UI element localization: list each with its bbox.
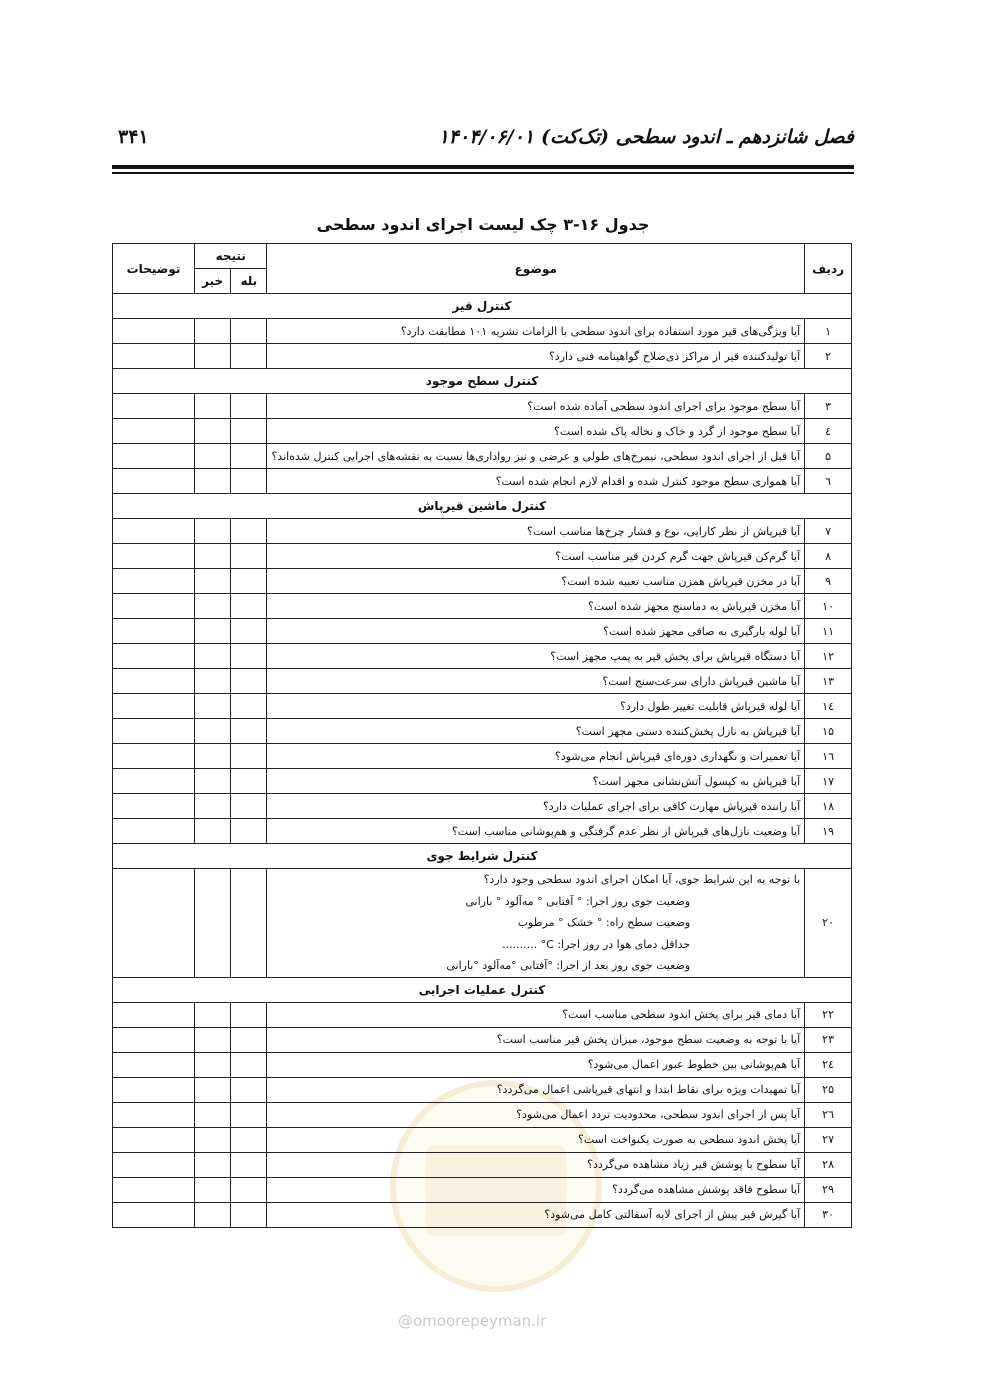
answer-cell-kheir[interactable]	[195, 569, 231, 594]
table-row	[113, 669, 852, 694]
answer-cell-tozih[interactable]	[113, 1177, 195, 1202]
answer-cell-tozih[interactable]	[113, 594, 195, 619]
answer-cell-tozih[interactable]	[113, 1202, 195, 1227]
answer-cell-kheir[interactable]	[195, 869, 231, 978]
answer-cell-bale[interactable]	[231, 869, 267, 978]
weather-line3: حداقل دمای هوا در روز اجرا: C° ..........	[502, 937, 691, 951]
row-number: ٢٤	[805, 1052, 852, 1077]
answer-cell-bale[interactable]	[231, 1152, 267, 1177]
answer-cell-tozih[interactable]	[113, 619, 195, 644]
answer-cell-kheir[interactable]	[195, 794, 231, 819]
answer-cell-bale[interactable]	[231, 469, 267, 494]
answer-cell-tozih[interactable]	[113, 519, 195, 544]
answer-cell-tozih[interactable]	[113, 869, 195, 978]
row-question: آیا قیرپاش به نازل پخش‌کننده دستی مجهز است؟	[267, 719, 805, 744]
row-question: آیا با توجه به وضعیت سطح موجود، میزان پخش قیر مناسب است؟	[267, 1027, 805, 1052]
row-number: ٢٦	[805, 1102, 852, 1127]
answer-cell-kheir[interactable]	[195, 1052, 231, 1077]
header-mozu: موضوع	[267, 244, 805, 294]
header-radif: ردیف	[805, 244, 852, 294]
answer-cell-tozih[interactable]	[113, 1052, 195, 1077]
header-bale: بله	[231, 269, 267, 294]
checklist-body	[113, 294, 852, 1228]
row-question: آیا راننده قیرپاش مهارت کافی برای اجرای عملیات دارد؟	[267, 794, 805, 819]
header-natije: نتیجه	[195, 244, 267, 269]
row-question: آیا دستگاه قیرپاش برای پخش قیر به پمپ مجهز است؟	[267, 644, 805, 669]
answer-cell-bale[interactable]	[231, 644, 267, 669]
answer-cell-kheir[interactable]	[195, 619, 231, 644]
answer-cell-bale[interactable]	[231, 669, 267, 694]
row-number: ۸	[805, 544, 852, 569]
section-title: کنترل عملیات اجرایی	[113, 977, 852, 1002]
table-row	[113, 1127, 852, 1152]
answer-cell-bale[interactable]	[231, 719, 267, 744]
section-row	[113, 494, 852, 519]
answer-cell-bale[interactable]	[231, 594, 267, 619]
answer-cell-kheir[interactable]	[195, 394, 231, 419]
row-number: ۲۳	[805, 1027, 852, 1052]
answer-cell-kheir[interactable]	[195, 1077, 231, 1102]
answer-cell-kheir[interactable]	[195, 719, 231, 744]
row-question: آیا قیرپاش به کپسول آتش‌نشانی مجهز است؟	[267, 769, 805, 794]
table-title: جدول ۱۶-۳ چک لیست اجرای اندود سطحی	[316, 215, 650, 234]
table-row	[113, 519, 852, 544]
row-number: ۲۸	[805, 1152, 852, 1177]
row-question: آیا لوله بارگیری به صافی مجهز شده است؟	[267, 619, 805, 644]
answer-cell-tozih[interactable]	[113, 1027, 195, 1052]
section-row	[113, 369, 852, 394]
row-number: ٦	[805, 469, 852, 494]
answer-cell-bale[interactable]	[231, 544, 267, 569]
answer-cell-bale[interactable]	[231, 694, 267, 719]
weather-q: با توجه به این شرایط جوی، آیا امکان اجرای اندود سطحی وجود دارد؟	[483, 873, 801, 886]
answer-cell-bale[interactable]	[231, 619, 267, 644]
row-question: آیا لوله قیرپاش قابلیت تغییر طول دارد؟	[267, 694, 805, 719]
table-row	[113, 544, 852, 569]
answer-cell-tozih[interactable]	[113, 794, 195, 819]
row-question: آیا قبل از اجرای اندود سطحی، نیمرخ‌های طولی و عرضی و نیز رواداری‌ها نسبت به نقشه‌های اجرایی کنترل شده‌اند؟	[267, 444, 805, 469]
answer-cell-kheir[interactable]	[195, 644, 231, 669]
answer-cell-bale[interactable]	[231, 794, 267, 819]
watermark-text: @omoorepeyman.ir	[398, 1312, 547, 1330]
answer-cell-kheir[interactable]	[195, 694, 231, 719]
row-question: آیا ویژگی‌های قیر مورد استفاده برای اندود سطحی با الزامات نشریه ۱۰۱ مطابقت دارد؟	[267, 319, 805, 344]
row-question: آیا سطوح فاقد پوشش مشاهده می‌گردد؟	[267, 1177, 805, 1202]
row-number: ۱۳	[805, 669, 852, 694]
answer-cell-kheir[interactable]	[195, 1152, 231, 1177]
row-number: ۱	[805, 319, 852, 344]
answer-cell-kheir[interactable]	[195, 1202, 231, 1227]
answer-cell-bale[interactable]	[231, 1127, 267, 1152]
row-question: آیا دمای قیر برای پخش اندود سطحی مناسب است؟	[267, 1002, 805, 1027]
table-row	[113, 1102, 852, 1127]
row-question: آیا سطح موجود برای اجرای اندود سطحی آماده شده است؟	[267, 394, 805, 419]
row-number: ۳	[805, 394, 852, 419]
weather-line1: وضعیت جوی روز اجرا: ° آفتابی ° مه‌آلود ° بارانی	[465, 894, 691, 908]
row-number: ١٦	[805, 744, 852, 769]
answer-cell-kheir[interactable]	[195, 1127, 231, 1152]
section-row	[113, 294, 852, 319]
table-row	[113, 1077, 852, 1102]
section-title: کنترل شرایط جوی	[113, 844, 852, 869]
answer-cell-bale[interactable]	[231, 1077, 267, 1102]
table-row	[113, 1027, 852, 1052]
row-number: ۵	[805, 444, 852, 469]
row-question: آیا تعمیرات و نگهداری دوره‌ای قیرپاش انجام می‌شود؟	[267, 744, 805, 769]
header-kheir: خیر	[195, 269, 231, 294]
section-title: کنترل سطح موجود	[113, 369, 852, 394]
answer-cell-tozih[interactable]	[113, 744, 195, 769]
section-row	[113, 977, 852, 1002]
answer-cell-tozih[interactable]	[113, 569, 195, 594]
table-row	[113, 594, 852, 619]
row-number: ١٤	[805, 694, 852, 719]
row-question: آیا وضعیت نازل‌های قیرپاش از نظر عدم گرفتگی و هم‌پوشانی مناسب است؟	[267, 819, 805, 844]
answer-cell-kheir[interactable]	[195, 319, 231, 344]
answer-cell-tozih[interactable]	[113, 719, 195, 744]
page-number: ۳۴۱	[118, 126, 149, 148]
row-question: آیا پخش اندود سطحی به صورت یکنواخت است؟	[267, 1127, 805, 1152]
row-question: آیا تمهیدات ویژه برای نقاط ابتدا و انتهای قیرپاشی اعمال می‌گردد؟	[267, 1077, 805, 1102]
row-number: ۲۷	[805, 1127, 852, 1152]
row-number: ۹	[805, 569, 852, 594]
checklist-table	[112, 243, 852, 1228]
answer-cell-kheir[interactable]	[195, 519, 231, 544]
row-question: آیا ماشین قیرپاش دارای سرعت‌سنج است؟	[267, 669, 805, 694]
table-row	[113, 319, 852, 344]
table-row	[113, 719, 852, 744]
row-number: ۲۲	[805, 1002, 852, 1027]
row-number: ۲۰	[805, 869, 852, 978]
answer-cell-tozih[interactable]	[113, 669, 195, 694]
section-title: کنترل ماشین قیرپاش	[113, 494, 852, 519]
answer-cell-kheir[interactable]	[195, 419, 231, 444]
answer-cell-bale[interactable]	[231, 744, 267, 769]
answer-cell-bale[interactable]	[231, 1177, 267, 1202]
answer-cell-tozih[interactable]	[113, 419, 195, 444]
table-row	[113, 1152, 852, 1177]
answer-cell-tozih[interactable]	[113, 644, 195, 669]
answer-cell-tozih[interactable]	[113, 769, 195, 794]
row-number: ۲۹	[805, 1177, 852, 1202]
table-row	[113, 444, 852, 469]
table-row	[113, 1177, 852, 1202]
row-number: ۱۷	[805, 769, 852, 794]
answer-cell-bale[interactable]	[231, 344, 267, 369]
answer-cell-bale[interactable]	[231, 1102, 267, 1127]
section-title: کنترل قیر	[113, 294, 852, 319]
revision-date: ۱۴۰۴/۰۶/۰۱	[438, 126, 534, 148]
chapter-title: فصل شانزدهم ـ اندود سطحی (تک‌کت)	[541, 126, 854, 148]
row-number: ۱۸	[805, 794, 852, 819]
answer-cell-tozih[interactable]	[113, 1152, 195, 1177]
row-question: آیا پس از اجرای اندود سطحی، محدودیت تردد اعمال می‌شود؟	[267, 1102, 805, 1127]
answer-cell-bale[interactable]	[231, 444, 267, 469]
header-tozihat: توضیحات	[113, 244, 195, 294]
answer-cell-bale[interactable]	[231, 1202, 267, 1227]
answer-cell-tozih[interactable]	[113, 694, 195, 719]
answer-cell-bale[interactable]	[231, 319, 267, 344]
row-number: ۲۵	[805, 1077, 852, 1102]
answer-cell-bale[interactable]	[231, 1052, 267, 1077]
answer-cell-bale[interactable]	[231, 1002, 267, 1027]
row-number: ۱۲	[805, 644, 852, 669]
answer-cell-kheir[interactable]	[195, 344, 231, 369]
answer-cell-kheir[interactable]	[195, 769, 231, 794]
answer-cell-bale[interactable]	[231, 519, 267, 544]
table-row	[113, 769, 852, 794]
answer-cell-kheir[interactable]	[195, 669, 231, 694]
table-row	[113, 469, 852, 494]
row-question: آیا سطوح با پوشش قیر زیاد مشاهده می‌گردد؟	[267, 1152, 805, 1177]
row-number: ۱۵	[805, 719, 852, 744]
row-question: آیا تولیدکننده قیر از مراکز ذی‌صلاح گواهینامه فنی دارد؟	[267, 344, 805, 369]
row-question: آیا هم‌پوشانی بین خطوط عبور اعمال می‌شود؟	[267, 1052, 805, 1077]
weather-question	[267, 869, 805, 978]
weather-line2: وضعیت سطح راه: ° خشک ° مرطوب	[517, 916, 691, 929]
answer-cell-kheir[interactable]	[195, 594, 231, 619]
row-question: آیا گیرش قیر پیش از اجرای لایه آسفالتی کامل می‌شود؟	[267, 1202, 805, 1227]
table-row	[113, 819, 852, 844]
table-row	[113, 344, 852, 369]
row-question: آیا گرم‌کن قیرپاش جهت گرم کردن قیر مناسب است؟	[267, 544, 805, 569]
row-question: آیا قیرپاش از نظر کارایی، نوع و فشار چرخ‌ها مناسب است؟	[267, 519, 805, 544]
row-number: ۱۰	[805, 594, 852, 619]
answer-cell-tozih[interactable]	[113, 469, 195, 494]
table-row	[113, 694, 852, 719]
answer-cell-kheir[interactable]	[195, 544, 231, 569]
answer-cell-bale[interactable]	[231, 1027, 267, 1052]
table-row	[113, 1052, 852, 1077]
section-row	[113, 844, 852, 869]
row-question: آیا در مخزن قیرپاش همزن مناسب تعبیه شده است؟	[267, 569, 805, 594]
weather-row	[113, 869, 852, 978]
row-number: ۷	[805, 519, 852, 544]
answer-cell-kheir[interactable]	[195, 1027, 231, 1052]
answer-cell-bale[interactable]	[231, 394, 267, 419]
row-number: ۱۹	[805, 819, 852, 844]
table-row	[113, 419, 852, 444]
answer-cell-tozih[interactable]	[113, 444, 195, 469]
answer-cell-tozih[interactable]	[113, 819, 195, 844]
header-rule-thick	[112, 165, 854, 169]
answer-cell-kheir[interactable]	[195, 744, 231, 769]
answer-cell-kheir[interactable]	[195, 444, 231, 469]
table-row	[113, 1002, 852, 1027]
row-question: آیا همواری سطح موجود کنترل شده و اقدام لازم انجام شده است؟	[267, 469, 805, 494]
answer-cell-kheir[interactable]	[195, 1177, 231, 1202]
answer-cell-tozih[interactable]	[113, 319, 195, 344]
answer-cell-kheir[interactable]	[195, 819, 231, 844]
row-question: آیا مخزن قیرپاش به دماسنج مجهز شده است؟	[267, 594, 805, 619]
answer-cell-bale[interactable]	[231, 819, 267, 844]
answer-cell-tozih[interactable]	[113, 1002, 195, 1027]
page-header	[112, 126, 854, 162]
answer-cell-bale[interactable]	[231, 569, 267, 594]
answer-cell-tozih[interactable]	[113, 544, 195, 569]
table-row	[113, 619, 852, 644]
table-row	[113, 1202, 852, 1227]
answer-cell-tozih[interactable]	[113, 1102, 195, 1127]
row-question: آیا سطح موجود از گرد و خاک و نخاله پاک شده است؟	[267, 419, 805, 444]
answer-cell-tozih[interactable]	[113, 344, 195, 369]
answer-cell-kheir[interactable]	[195, 1102, 231, 1127]
row-number: ۲	[805, 344, 852, 369]
table-row	[113, 794, 852, 819]
answer-cell-tozih[interactable]	[113, 1127, 195, 1152]
answer-cell-tozih[interactable]	[113, 394, 195, 419]
header-rule-thin	[112, 172, 854, 174]
answer-cell-bale[interactable]	[231, 769, 267, 794]
answer-cell-tozih[interactable]	[113, 1077, 195, 1102]
answer-cell-kheir[interactable]	[195, 1002, 231, 1027]
table-row	[113, 744, 852, 769]
row-number: ٤	[805, 419, 852, 444]
table-row	[113, 394, 852, 419]
answer-cell-kheir[interactable]	[195, 469, 231, 494]
row-number: ۱۱	[805, 619, 852, 644]
answer-cell-bale[interactable]	[231, 419, 267, 444]
row-number: ۳۰	[805, 1202, 852, 1227]
weather-line4: وضعیت جوی روز بعد از اجرا: °آفتابی °مه‌آلود °بارانی	[446, 959, 691, 972]
table-row	[113, 644, 852, 669]
table-row	[113, 569, 852, 594]
